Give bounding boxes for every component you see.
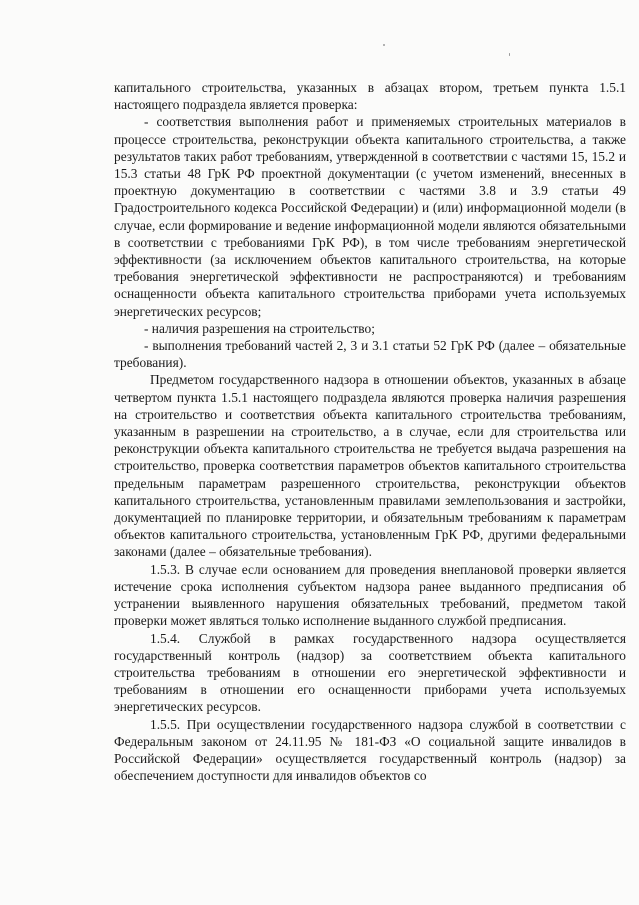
paragraph-continuation: капитального строительства, указанных в абзацах втором, третьем пункта 1.5.1 настоящего подраздела является проверка: [114, 80, 626, 113]
scan-speck [509, 53, 510, 56]
list-item-requirements: - выполнения требований частей 2, 3 и 3.1 статьи 52 ГрК РФ (далее – обязательные требования). [114, 338, 626, 371]
paragraph-1-5-3: 1.5.3. В случае если основанием для проведения внеплановой проверки является истечение срока исполнения субъектом надзора ранее выданного предписания об устранении выявленного нарушения обязательных требований, предметом такой проверки может являться только исполнение выданного службой предписания. [114, 561, 626, 629]
paragraph-1-5-5: 1.5.5. При осуществлении государственного надзора службой в соответствии с Федеральным законом от 24.11.95 № 181-ФЗ «О социальной защите инвалидов в Российской Федерации» осуществляется государственный контроль (надзор) за обеспечением доступности для инвалидов объектов со [114, 716, 626, 784]
scan-speck [383, 44, 385, 46]
paragraph-1-5-4: 1.5.4. Службой в рамках государственного надзора осуществляется государственный контроль (надзор) за соответствием объекта капитального строительства требованиям в отношении его энергетической эффективности и требованиям в отношении его оснащенности приборами учета используемых энергетических ресурсов. [114, 630, 626, 715]
document-body [114, 79, 626, 784]
list-item-compliance: - соответствия выполнения работ и применяемых строительных материалов в процессе строительства, реконструкции объекта капитального строительства, а также результатов таких работ требованиям, утвержденной в соответствии с частями 15, 15.2 и 15.3 статьи 48 ГрК РФ проектной документации (с учетом изменений, внесенных в проектную документацию в соответствии с частями 3.8 и 3.9 статьи 49 Градостроительного кодекса Российской Федерации) и (или) информационной модели (в случае, если формирование и ведение информационной модели являются обязательными в соответствии с требованиями ГрК РФ), в том числе требованиям энергетической эффективности (за исключением объектов капитального строительства, на которые требования энергетической эффективности не распространяются) и требованиям оснащенности объекта капитального строительства приборами учета используемых энергетических ресурсов; [114, 114, 626, 319]
list-item-permit: - наличия разрешения на строительство; [144, 320, 375, 336]
paragraph-subject-of-supervision: Предметом государственного надзора в отношении объектов, указанных в абзаце четвертом пункта 1.5.1 настоящего подраздела являются проверка наличия разрешения на строительство и соответствия объекта капитального строительства требованиям, указанным в разрешении на строительство, а в случае, если для строительства или реконструкции объекта капитального строительства не требуется выдача разрешения на строительство, проверка соответствия параметров объектов капитального строительства предельным параметрам разрешенного строительства, реконструкции объектов капитального строительства, установленным правилами землепользования и застройки, документацией по планировке территории, и обязательным требованиям к параметрам объектов капитального строительства, установленным ГрК РФ, другими федеральными законами (далее – обязательные требования). [114, 372, 626, 560]
